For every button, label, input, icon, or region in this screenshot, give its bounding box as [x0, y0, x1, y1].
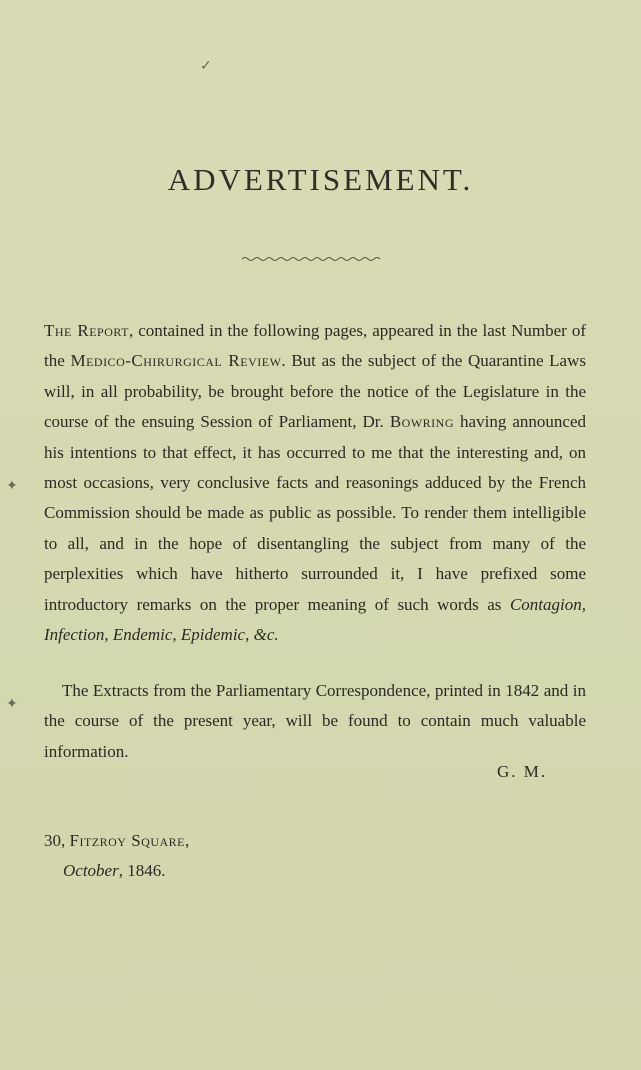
paragraph-extracts-text: The Extracts from the Parliamentary Correspondence, printed in 1842 and in the course of the present year, will be found to contain much valuable information. [44, 681, 586, 761]
person-name: Bowring [389, 412, 454, 432]
month: October [63, 861, 119, 880]
page-title: ADVERTISEMENT. [167, 162, 474, 197]
address-line-1 [44, 826, 189, 856]
margin-mark-2: ✦ [6, 697, 18, 712]
street-name: Fitzroy Square [69, 831, 185, 850]
paragraph-text-a: , contained in the following pages, appeared in the last Number of the [44, 321, 586, 371]
street-number: 30, [44, 831, 70, 850]
paragraph-extracts [44, 676, 586, 767]
pencil-mark: ✓ [200, 59, 212, 74]
ornamental-rule [240, 253, 390, 265]
address-line-2 [44, 856, 189, 886]
address-block [44, 826, 189, 886]
journal-name: Medico-Chirurgical Review [70, 351, 282, 371]
lead-smallcaps: The Report [44, 321, 129, 340]
italic-terms: Contagion, Infection, Endemic, Epidemic, &c. [44, 594, 586, 645]
year: , 1846. [118, 861, 166, 880]
paragraph-text-b: . But as the subject of the Quarantine Laws will, in all probability, be brought before the notice of the Legislature in the course of the ensuing Session of Parliament, Dr. [44, 351, 586, 432]
paragraph-report [44, 316, 586, 650]
signature-initials: G. M. [497, 762, 548, 781]
address-trail: , [184, 831, 190, 850]
paragraph-text-c: having announced his intentions to that effect, it has occurred to me that the interesting and, on most occasions, very conclusive facts and reasonings adduced by the French Commission should be made as public as possible. To render them intelligible to all, and in the hope of disentangling the subject from many of the perplexities which have hitherto surrounded it, I have prefixed some introductory remarks on the proper meaning of such words as [44, 412, 586, 614]
margin-mark: ✦ [6, 479, 18, 494]
